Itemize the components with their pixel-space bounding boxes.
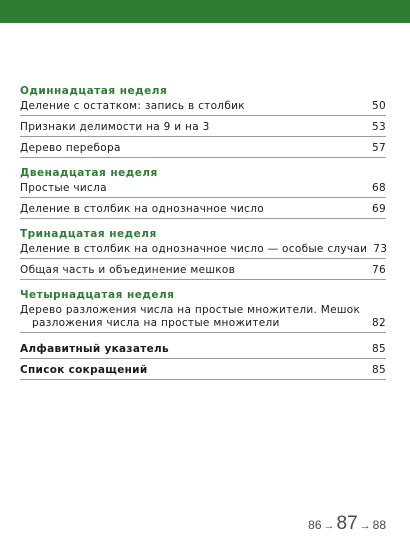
table-of-contents xyxy=(20,84,386,385)
toc-entry-page: 53 xyxy=(372,121,386,133)
toc-entry[interactable] xyxy=(20,304,386,333)
toc-entry-page: 85 xyxy=(372,364,386,376)
toc-entry-title: Признаки делимости на 9 и на 3 xyxy=(20,121,210,133)
toc-entry-title: Деление в столбик на однозначное число xyxy=(20,203,264,215)
toc-entry[interactable] xyxy=(20,142,386,158)
toc-entry-page: 73 xyxy=(373,243,388,255)
toc-entry[interactable] xyxy=(20,121,386,137)
toc-entry-page: 68 xyxy=(372,182,386,194)
end-section xyxy=(20,343,386,380)
toc-entry[interactable] xyxy=(20,264,386,280)
toc-entry[interactable] xyxy=(20,182,386,198)
toc-entry-title: Простые числа xyxy=(20,182,107,194)
toc-entry-abbreviations[interactable] xyxy=(20,364,386,380)
next-page-link[interactable]: 88 xyxy=(372,518,386,532)
toc-entry-index[interactable] xyxy=(20,343,386,359)
toc-entry-page: 85 xyxy=(372,343,386,355)
toc-entry-page: 82 xyxy=(372,317,386,329)
week-section-14 xyxy=(20,288,386,333)
header-accent-bar xyxy=(0,0,410,23)
week-title: Двенадцатая неделя xyxy=(20,167,158,179)
toc-entry-title: Общая часть и объединение мешков xyxy=(20,264,236,276)
current-page-number: 87 xyxy=(336,513,358,534)
toc-entry[interactable] xyxy=(20,203,386,219)
toc-entry-page: 69 xyxy=(372,203,386,215)
toc-entry-title: Список сокращений xyxy=(20,364,148,376)
week-title: Одиннадцатая неделя xyxy=(20,85,168,97)
toc-entry-page: 57 xyxy=(372,142,386,154)
toc-entry-title-line2: разложения числа на простые множители xyxy=(32,317,280,329)
toc-entry[interactable] xyxy=(20,100,386,116)
arrow-right-icon: → xyxy=(323,520,335,532)
toc-entry-line2 xyxy=(20,317,386,330)
toc-entry-page: 50 xyxy=(372,100,386,112)
week-section-13 xyxy=(20,227,386,280)
week-section-11 xyxy=(20,84,386,158)
week-title: Тринадцатая неделя xyxy=(20,228,157,240)
toc-entry-page: 76 xyxy=(372,264,386,276)
week-title: Четырнадцатая неделя xyxy=(20,289,175,301)
page-navigation xyxy=(308,513,386,535)
toc-entry-title: Деление в столбик на однозначное число — особые случаи xyxy=(20,243,368,255)
toc-entry-title: Дерево перебора xyxy=(20,142,121,154)
toc-entry-title-line1: Дерево разложения числа на простые множители. Мешок xyxy=(20,304,361,316)
week-section-12 xyxy=(20,166,386,219)
toc-entry-title: Алфавитный указатель xyxy=(20,343,169,355)
toc-entry[interactable] xyxy=(20,243,386,259)
toc-entry-title: Деление с остатком: запись в столбик xyxy=(20,100,245,112)
arrow-right-icon: → xyxy=(359,520,371,532)
prev-page-link[interactable]: 86 xyxy=(308,518,322,532)
